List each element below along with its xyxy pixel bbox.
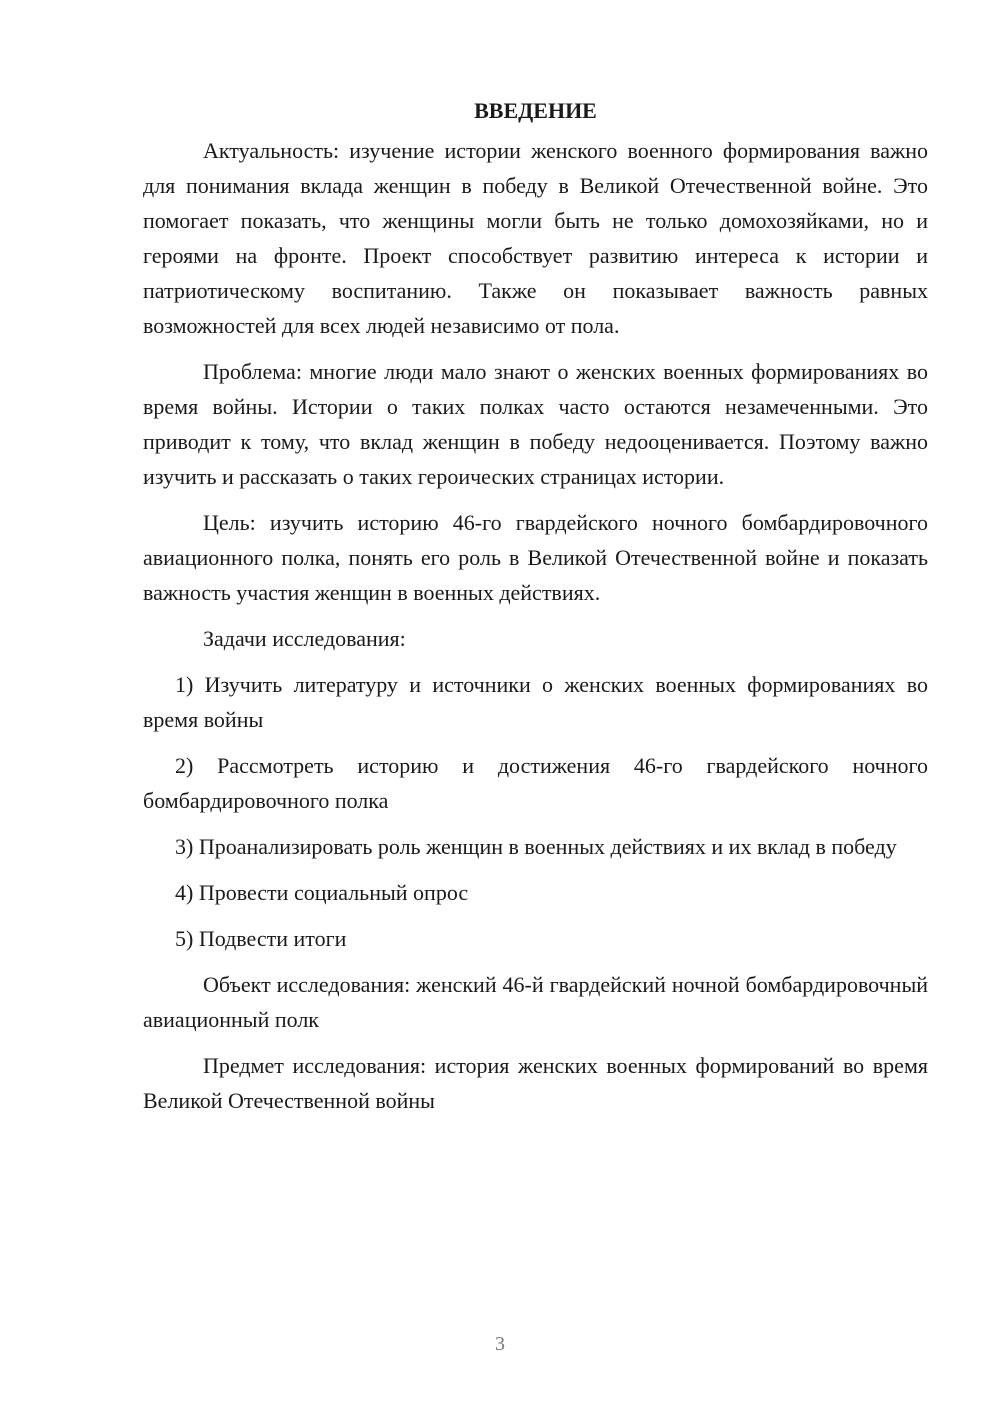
tasks-heading: Задачи исследования: [203, 626, 406, 651]
task-item-5: 5) Подвести итоги [175, 926, 347, 951]
paragraph-relevance: Актуальность: изучение истории женского военного формирования важно для понимания вклада женщин в победу в Великой Отечественной войне. Это помогает показать, что женщины могли быть не только домохозяйками, но и героями на фронте. Проект способствует развитию интереса к истории и патриотическому воспитанию. Также он показывает важность равных возможностей для всех людей независимо от пола. [143, 138, 928, 338]
section-title: ВВЕДЕНИЕ [474, 98, 597, 123]
task-item-1: 1) Изучить литературу и источники о женских военных формированиях во время войны [143, 672, 928, 732]
paragraph-problem: Проблема: многие люди мало знают о женских военных формированиях во время войны. Истории о таких полках часто остаются незамеченными. Это приводит к тому, что вклад женщин в победу недооценивается. Поэтому важно изучить и рассказать о таких героических страницах истории. [143, 359, 928, 489]
task-item-3: 3) Проанализировать роль женщин в военных действиях и их вклад в победу [175, 834, 897, 859]
document-page [143, 96, 928, 1129]
paragraph-object: Объект исследования: женский 46-й гвардейский ночной бомбардировочный авиационный полк [143, 972, 928, 1032]
task-item-4: 4) Провести социальный опрос [175, 880, 469, 905]
paragraph-goal: Цель: изучить историю 46-го гвардейского ночного бомбардировочного авиационного полка, понять его роль в Великой Отечественной войне и показать важность участия женщин в военных действиях. [143, 510, 928, 605]
task-item-2: 2) Рассмотреть историю и достижения 46-го гвардейского ночного бомбардировочного полка [143, 753, 928, 813]
paragraph-subject: Предмет исследования: история женских военных формирований во время Великой Отечественной войны [143, 1053, 928, 1113]
page-number: 3 [495, 1333, 505, 1355]
